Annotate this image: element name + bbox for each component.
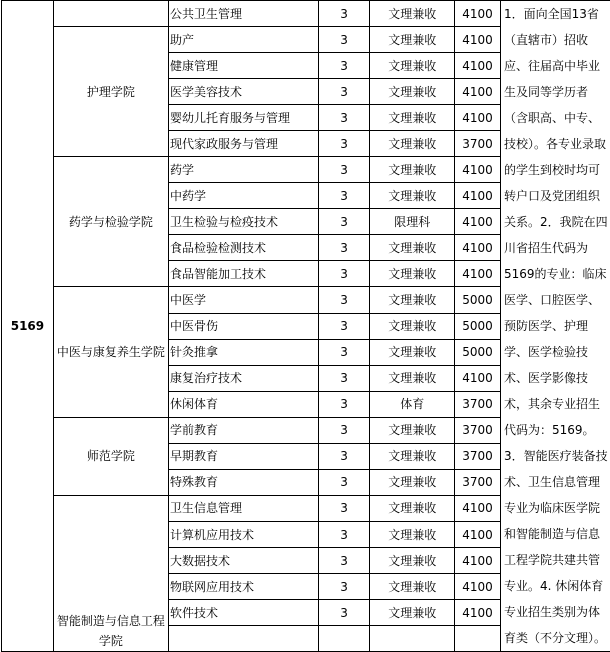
study-years: 3 [318,469,370,495]
study-years: 3 [318,287,370,313]
tuition-fee: 3700 [455,469,501,495]
subject-category: 文理兼收 [370,313,455,339]
tuition-fee: 4100 [455,574,501,600]
study-years: 3 [318,183,370,209]
major-name: 中药学 [168,183,318,209]
college-name [53,287,168,417]
tuition-fee: 3700 [455,391,501,417]
tuition-fee: 3700 [455,417,501,443]
subject-category: 文理兼收 [370,79,455,105]
major-name: 特殊教育 [168,469,318,495]
study-years: 3 [318,443,370,469]
college-name [53,417,168,495]
subject-category: 文理兼收 [370,574,455,600]
major-name: 大数据技术 [168,548,318,574]
study-years: 3 [318,1,370,27]
subject-category: 文理兼收 [370,443,455,469]
major-name: 软件技术 [168,600,318,626]
subject-category: 文理兼收 [370,548,455,574]
tuition-fee: 4100 [455,183,501,209]
study-years: 3 [318,105,370,131]
tuition-fee: 4100 [455,105,501,131]
enrollment-table [1,0,610,652]
college-name [53,495,168,651]
study-years: 3 [318,313,370,339]
subject-category: 文理兼收 [370,105,455,131]
major-name: 中医骨伤 [168,313,318,339]
study-years: 3 [318,365,370,391]
study-years: 3 [318,339,370,365]
major-name: 中医学 [168,287,318,313]
college-label: 师范学院 [87,446,135,466]
subject-category: 文理兼收 [370,469,455,495]
subject-category [370,626,455,652]
study-years: 3 [318,209,370,235]
tuition-fee: 4100 [455,495,501,521]
tuition-fee: 4100 [455,548,501,574]
subject-category: 文理兼收 [370,365,455,391]
major-name: 食品检验检测技术 [168,235,318,261]
major-name: 卫生检验与检疫技术 [168,209,318,235]
tuition-fee: 5000 [455,339,501,365]
study-years: 3 [318,131,370,157]
subject-category: 文理兼收 [370,235,455,261]
study-years: 3 [318,157,370,183]
major-name: 健康管理 [168,53,318,79]
major-name: 休闲体育 [168,391,318,417]
college-name [53,27,168,157]
subject-category: 文理兼收 [370,600,455,626]
subject-category: 文理兼收 [370,1,455,27]
subject-category: 文理兼收 [370,53,455,79]
tuition-fee: 3700 [455,131,501,157]
subject-category: 文理兼收 [370,131,455,157]
study-years: 3 [318,574,370,600]
major-name: 食品智能加工技术 [168,261,318,287]
tuition-fee: 5000 [455,287,501,313]
subject-category: 文理兼收 [370,183,455,209]
study-years: 3 [318,522,370,548]
college-name [53,157,168,287]
subject-category: 文理兼收 [370,287,455,313]
tuition-fee: 4100 [455,209,501,235]
major-name [168,626,318,652]
study-years: 3 [318,391,370,417]
tuition-fee: 3700 [455,443,501,469]
major-name: 康复治疗技术 [168,365,318,391]
major-name: 卫生信息管理 [168,495,318,521]
major-name: 公共卫生管理 [168,1,318,27]
subject-category: 体育 [370,391,455,417]
tuition-fee: 4100 [455,522,501,548]
tuition-fee: 4100 [455,600,501,626]
subject-category: 文理兼收 [370,339,455,365]
college-label: 中医与康复养生学院 [57,342,165,362]
study-years: 3 [318,79,370,105]
major-name: 物联网应用技术 [168,574,318,600]
tuition-fee: 4100 [455,365,501,391]
college-label: 药学与检验学院 [69,212,153,232]
subject-category: 文理兼收 [370,495,455,521]
major-name: 早期教育 [168,443,318,469]
study-years: 3 [318,27,370,53]
major-name: 学前教育 [168,417,318,443]
study-years: 3 [318,235,370,261]
study-years: 3 [318,600,370,626]
tuition-fee: 4100 [455,53,501,79]
study-years [318,626,370,652]
major-name: 药学 [168,157,318,183]
study-years: 3 [318,53,370,79]
study-years: 3 [318,495,370,521]
college-label: 智能制造与信息工程学院 [54,611,168,651]
tuition-fee: 4100 [455,79,501,105]
tuition-fee: 4100 [455,235,501,261]
major-name: 婴幼儿托育服务与管理 [168,105,318,131]
subject-category: 限理科 [370,209,455,235]
subject-category: 文理兼收 [370,157,455,183]
subject-category: 文理兼收 [370,261,455,287]
major-name: 助产 [168,27,318,53]
tuition-fee: 4100 [455,1,501,27]
study-years: 3 [318,548,370,574]
subject-category: 文理兼收 [370,417,455,443]
major-name: 针灸推拿 [168,339,318,365]
major-name: 现代家政服务与管理 [168,131,318,157]
subject-category: 文理兼收 [370,522,455,548]
tuition-fee: 5000 [455,313,501,339]
subject-category: 文理兼收 [370,27,455,53]
study-years: 3 [318,261,370,287]
tuition-fee: 4100 [455,27,501,53]
enrollment-code: 5169 [2,1,54,652]
study-years: 3 [318,417,370,443]
admission-notes: 1．面向全国13省（直辖市）招收应、往届高中毕业生及同等学历者（含职高、中专、技校）。各专业录取的学生到校时均可转户口及党团组织关系。2．我院在四川省招生代码为5169的专业：临床医学、口腔医学、预防医学、护理学、医学检验技术、医学影像技术，其余专业招生代码为：5169。3．智能医疗装备技术、卫生信息管理专业为临床医学院和智能制造与信息工程学院共建共管专业。4. 休闲体育专业招生类别为体育类（不分文理）。 [500,1,610,652]
table-row [2,1,610,27]
tuition-fee: 4100 [455,157,501,183]
college-label: 护理学院 [87,82,135,102]
college-name [53,1,168,27]
tuition-fee [455,626,501,652]
major-name: 医学美容技术 [168,79,318,105]
major-name: 计算机应用技术 [168,522,318,548]
tuition-fee: 4100 [455,261,501,287]
